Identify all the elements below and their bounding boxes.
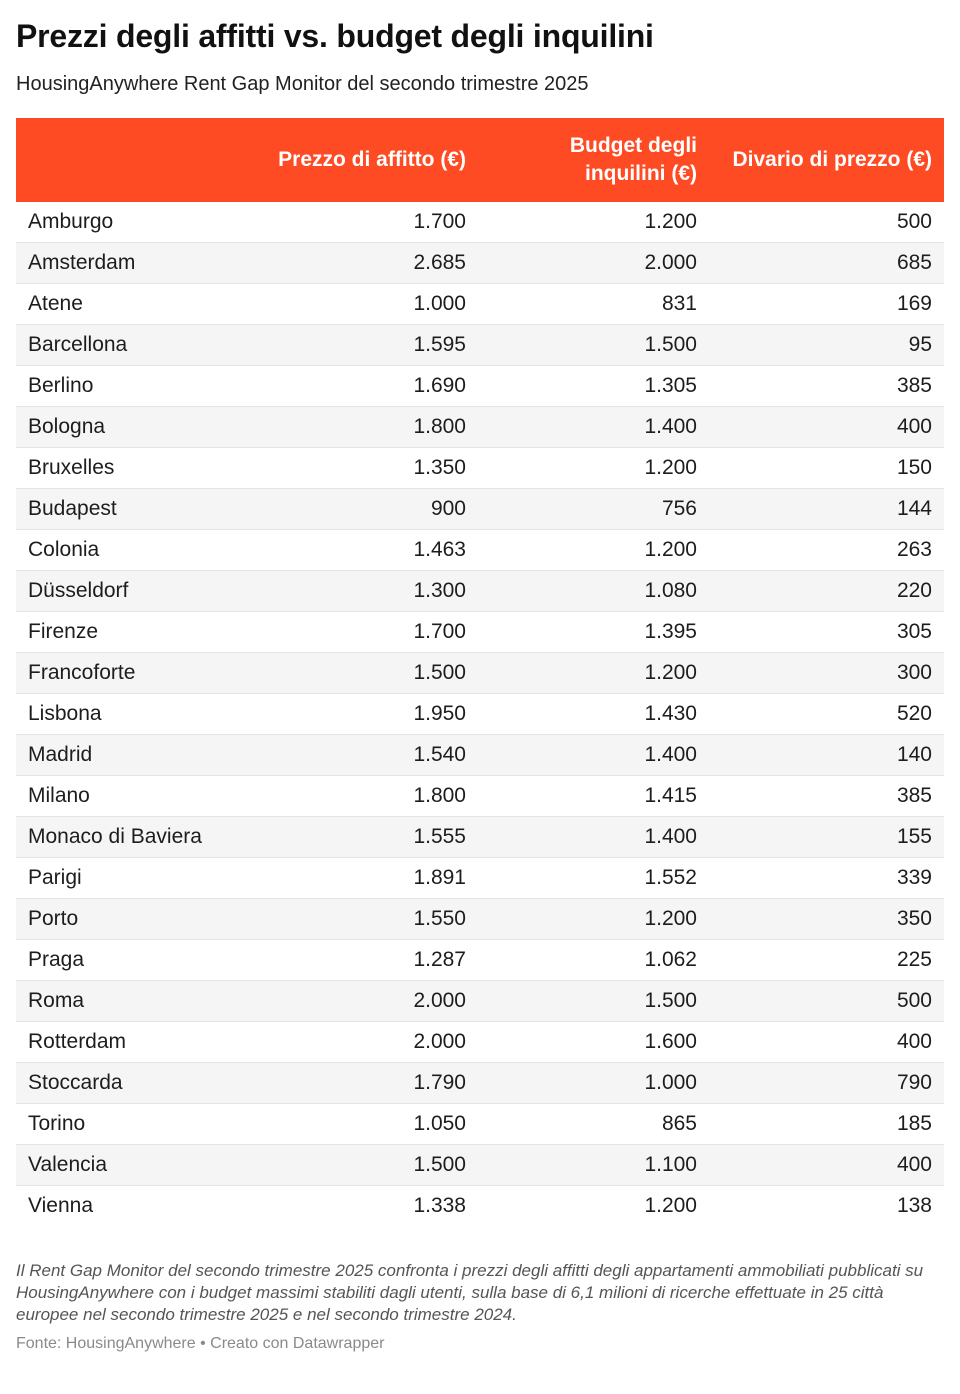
rent-price-cell: 1.595: [236, 325, 478, 366]
table-row: [16, 571, 944, 612]
table-row: [16, 899, 944, 940]
price-gap-cell: 385: [709, 776, 944, 817]
price-gap-cell: 225: [709, 940, 944, 981]
rent-price-cell: 900: [236, 489, 478, 530]
rent-price-cell: 1.050: [236, 1104, 478, 1145]
rent-price-cell: 1.700: [236, 202, 478, 243]
city-cell: Düsseldorf: [16, 571, 236, 612]
city-cell: Parigi: [16, 858, 236, 899]
city-cell: Colonia: [16, 530, 236, 571]
table-body: [16, 202, 944, 1226]
price-gap-cell: 185: [709, 1104, 944, 1145]
tenant-budget-cell: 1.200: [478, 202, 709, 243]
tenant-budget-cell: 1.200: [478, 653, 709, 694]
tenant-budget-cell: 1.200: [478, 530, 709, 571]
header-price-gap: Divario di prezzo (€): [732, 148, 932, 171]
table-row: [16, 530, 944, 571]
tenant-budget-cell: 1.400: [478, 817, 709, 858]
price-gap-cell: 155: [709, 817, 944, 858]
table-row: [16, 735, 944, 776]
table-row: [16, 776, 944, 817]
city-cell: Madrid: [16, 735, 236, 776]
table-row: [16, 243, 944, 284]
tenant-budget-cell: 1.400: [478, 735, 709, 776]
rent-price-cell: 1.463: [236, 530, 478, 571]
header-tenant-budget: Budget degli inquilini (€): [569, 134, 697, 185]
rent-price-cell: 2.000: [236, 981, 478, 1022]
table-row: [16, 817, 944, 858]
price-gap-cell: 300: [709, 653, 944, 694]
price-gap-cell: 140: [709, 735, 944, 776]
chart-note: Il Rent Gap Monitor del secondo trimestre 2025 confronta i prezzi degli affitti degli appartamenti ammobiliati pubblicati su HousingAnywhere con i budget massimi stabiliti dagli utenti, sulla base di 6,1 milioni di ricerche effettuate in 25 città europee nel secondo trimestre 2025 e nel secondo trimestre 2024.: [16, 1261, 924, 1324]
rent-price-cell: 1.690: [236, 366, 478, 407]
table-row: [16, 940, 944, 981]
tenant-budget-cell: 1.600: [478, 1022, 709, 1063]
price-gap-cell: 150: [709, 448, 944, 489]
tenant-budget-cell: 1.552: [478, 858, 709, 899]
rent-price-cell: 1.300: [236, 571, 478, 612]
city-cell: Lisbona: [16, 694, 236, 735]
header-city: [16, 118, 236, 202]
price-gap-cell: 520: [709, 694, 944, 735]
city-cell: Berlino: [16, 366, 236, 407]
city-cell: Rotterdam: [16, 1022, 236, 1063]
table-header: [16, 118, 944, 202]
tenant-budget-cell: 1.200: [478, 899, 709, 940]
city-cell: Roma: [16, 981, 236, 1022]
table-row: [16, 653, 944, 694]
rent-price-cell: 1.950: [236, 694, 478, 735]
rent-price-cell: 1.338: [413, 1194, 466, 1217]
table-row: [16, 325, 944, 366]
rent-price-cell: 2.000: [236, 1022, 478, 1063]
rent-price-cell: 1.500: [236, 653, 478, 694]
price-gap-cell: 138: [896, 1194, 932, 1217]
city-cell: Amsterdam: [16, 243, 236, 284]
city-cell: Firenze: [16, 612, 236, 653]
city-cell: Stoccarda: [16, 1063, 236, 1104]
tenant-budget-cell: 1.200: [644, 1194, 697, 1217]
price-gap-cell: 500: [709, 202, 944, 243]
chart-subtitle: HousingAnywhere Rent Gap Monitor del secondo trimestre 2025: [16, 73, 589, 95]
rent-price-cell: 1.000: [236, 284, 478, 325]
price-gap-cell: 400: [709, 407, 944, 448]
table-row: [16, 448, 944, 489]
rent-price-cell: 2.685: [236, 243, 478, 284]
tenant-budget-cell: 1.000: [478, 1063, 709, 1104]
rent-price-cell: 1.800: [236, 407, 478, 448]
table-row: [16, 1186, 944, 1227]
table-row: [16, 366, 944, 407]
table-row: [16, 489, 944, 530]
price-gap-cell: 385: [709, 366, 944, 407]
table-row: [16, 612, 944, 653]
header-row: [16, 118, 944, 202]
tenant-budget-cell: 865: [478, 1104, 709, 1145]
table-row: [16, 1022, 944, 1063]
city-cell: Monaco di Baviera: [16, 817, 236, 858]
tenant-budget-cell: 1.400: [478, 407, 709, 448]
city-cell: Praga: [16, 940, 236, 981]
data-table: [16, 118, 944, 1226]
price-gap-cell: 400: [709, 1145, 944, 1186]
city-cell: Milano: [16, 776, 236, 817]
table-row: [16, 1145, 944, 1186]
city-cell: Budapest: [16, 489, 236, 530]
tenant-budget-cell: 1.200: [478, 448, 709, 489]
price-gap-cell: 169: [709, 284, 944, 325]
price-gap-cell: 400: [709, 1022, 944, 1063]
price-gap-cell: 305: [709, 612, 944, 653]
city-cell: Torino: [16, 1104, 236, 1145]
city-cell: Valencia: [16, 1145, 236, 1186]
tenant-budget-cell: 1.080: [478, 571, 709, 612]
price-gap-cell: 339: [709, 858, 944, 899]
rent-price-cell: 1.891: [236, 858, 478, 899]
city-cell: Bruxelles: [16, 448, 236, 489]
price-gap-cell: 220: [709, 571, 944, 612]
rent-price-cell: 1.800: [236, 776, 478, 817]
header-rent-price: Prezzo di affitto (€): [278, 148, 466, 171]
rent-price-cell: 1.540: [236, 735, 478, 776]
table-row: [16, 284, 944, 325]
city-cell: Francoforte: [16, 653, 236, 694]
table-row: [16, 202, 944, 243]
rent-price-cell: 1.700: [236, 612, 478, 653]
tenant-budget-cell: 1.100: [478, 1145, 709, 1186]
rent-price-cell: 1.790: [236, 1063, 478, 1104]
city-cell: Barcellona: [16, 325, 236, 366]
table-row: [16, 1063, 944, 1104]
price-gap-cell: 144: [709, 489, 944, 530]
tenant-budget-cell: 1.415: [478, 776, 709, 817]
tenant-budget-cell: 1.062: [478, 940, 709, 981]
city-cell: Atene: [16, 284, 236, 325]
price-gap-cell: 95: [709, 325, 944, 366]
price-gap-cell: 263: [709, 530, 944, 571]
tenant-budget-cell: 1.395: [478, 612, 709, 653]
rent-price-cell: 1.555: [236, 817, 478, 858]
chart-source: Fonte: HousingAnywhere • Creato con Datawrapper: [16, 1335, 385, 1352]
table-row: [16, 858, 944, 899]
tenant-budget-cell: 2.000: [478, 243, 709, 284]
tenant-budget-cell: 1.500: [478, 325, 709, 366]
city-cell: Porto: [16, 899, 236, 940]
price-gap-cell: 790: [709, 1063, 944, 1104]
tenant-budget-cell: 1.305: [478, 366, 709, 407]
price-gap-cell: 685: [709, 243, 944, 284]
city-cell: Bologna: [16, 407, 236, 448]
table-row: [16, 1104, 944, 1145]
chart-title: Prezzi degli affitti vs. budget degli inquilini: [16, 18, 654, 54]
city-cell: Vienna: [28, 1194, 94, 1217]
price-gap-cell: 350: [709, 899, 944, 940]
tenant-budget-cell: 756: [478, 489, 709, 530]
tenant-budget-cell: 1.500: [478, 981, 709, 1022]
rent-price-cell: 1.500: [236, 1145, 478, 1186]
table-row: [16, 694, 944, 735]
table-row: [16, 407, 944, 448]
city-cell: Amburgo: [16, 202, 236, 243]
rent-price-cell: 1.287: [236, 940, 478, 981]
rent-price-cell: 1.350: [236, 448, 478, 489]
price-gap-cell: 500: [709, 981, 944, 1022]
rent-price-cell: 1.550: [236, 899, 478, 940]
table-row: [16, 981, 944, 1022]
tenant-budget-cell: 1.430: [478, 694, 709, 735]
tenant-budget-cell: 831: [478, 284, 709, 325]
